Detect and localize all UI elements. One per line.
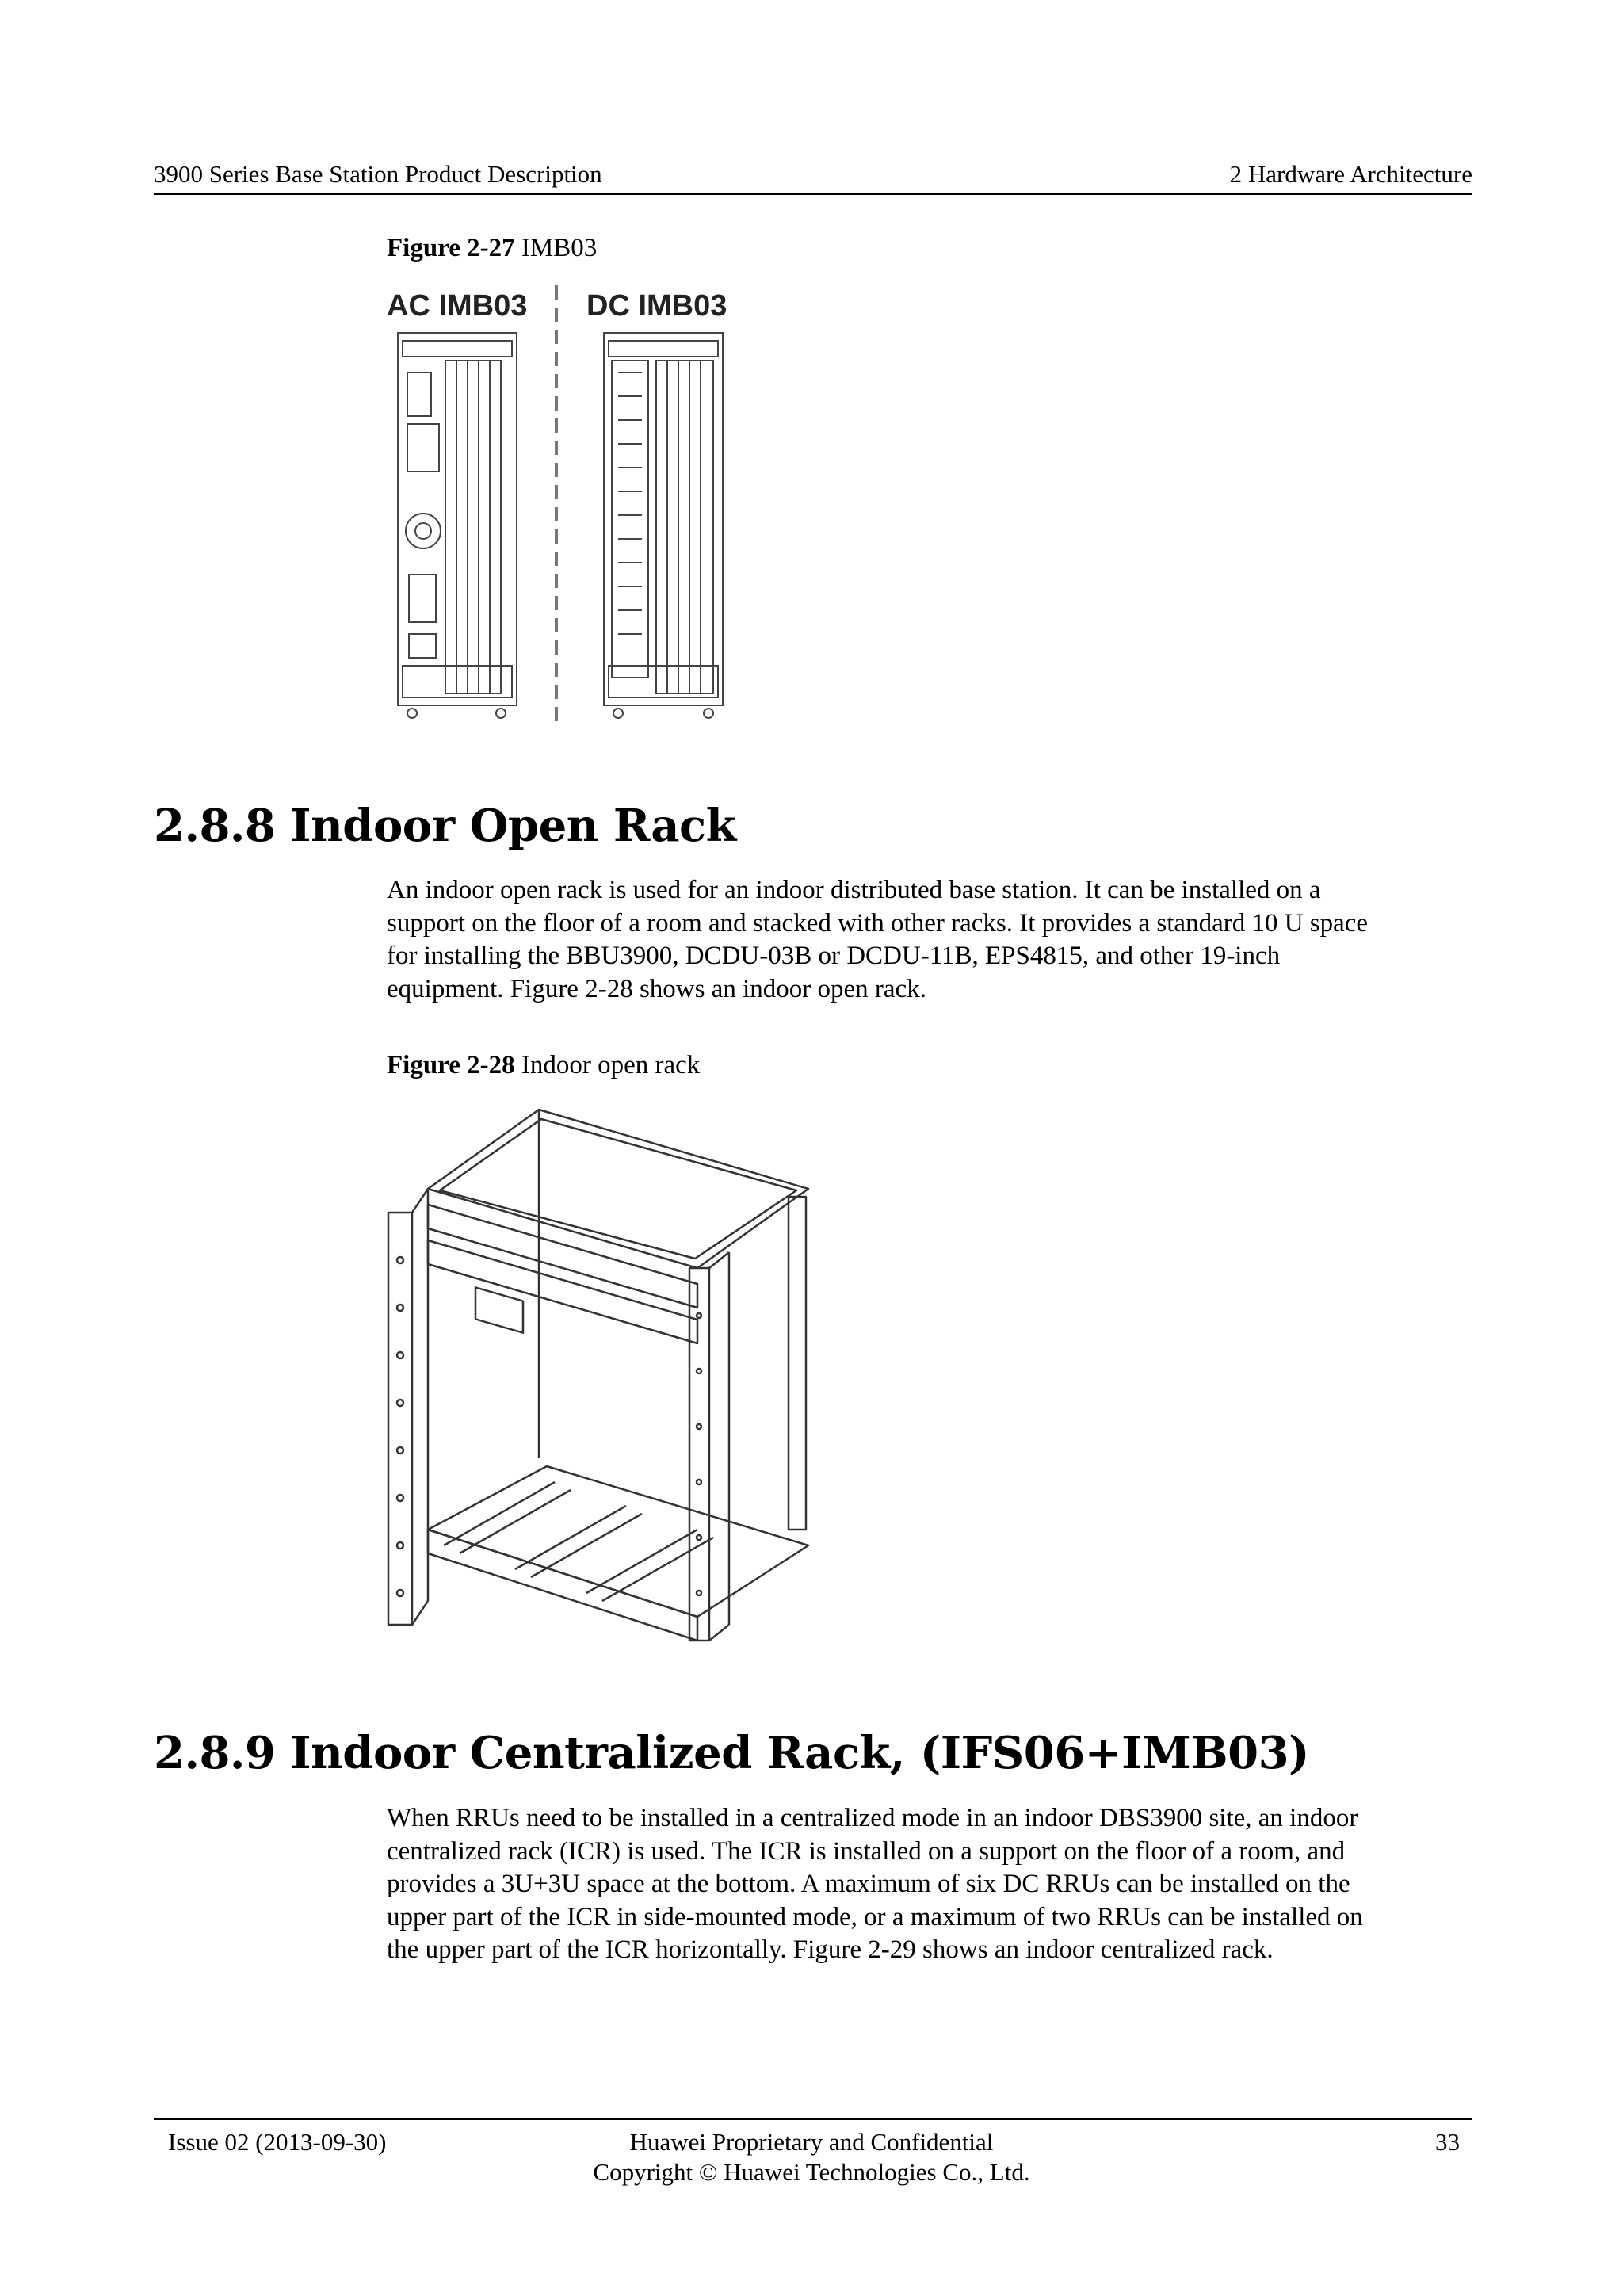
dc-cabinet-drawing bbox=[604, 333, 723, 718]
footer-issue: Issue 02 (2013-09-30) bbox=[168, 2128, 387, 2156]
section-2-8-8-paragraph bbox=[387, 874, 1480, 1006]
ac-imb03-label: AC IMB03 bbox=[387, 289, 528, 323]
section-heading-2-8-9: 2.8.9 Indoor Centralized Rack, (IFS06+IMB03) bbox=[154, 1727, 1310, 1779]
paragraph-line: upper part of the ICR in side-mounted mode, or a maximum of two RRUs can be installed on bbox=[387, 1902, 1363, 1931]
figure-2-27-imb03-image bbox=[380, 285, 745, 729]
paragraph-line: for installing the BBU3900, DCDU-03B or DCDU-11B, EPS4815, and other 19-inch bbox=[387, 942, 1281, 970]
figure-title: IMB03 bbox=[521, 234, 598, 262]
footer-rule bbox=[154, 2118, 1472, 2120]
running-header-title: 3900 Series Base Station Product Description bbox=[154, 160, 602, 188]
paragraph-line: centralized rack (ICR) is used. The ICR is installed on a support on the floor of a room, and bbox=[387, 1836, 1346, 1866]
figure-2-28-open-rack-image bbox=[380, 1102, 824, 1656]
paragraph-line: An indoor open rack is used for an indoor distributed base station. It can be installed on a bbox=[387, 876, 1321, 904]
figure-label: Figure 2-27 bbox=[387, 234, 515, 262]
paragraph-line: support on the floor of a room and stacked with other racks. It provides a standard 10 U space bbox=[387, 908, 1369, 938]
ac-cabinet-drawing bbox=[398, 333, 517, 718]
paragraph-line: provides a 3U+3U space at the bottom. A maximum of six DC RRUs can be installed on the bbox=[387, 1870, 1350, 1898]
figure-label: Figure 2-28 bbox=[387, 1051, 515, 1079]
running-header-chapter: 2 Hardware Architecture bbox=[1229, 160, 1472, 188]
paragraph-line: equipment. Figure 2-28 shows an indoor open rack. bbox=[387, 974, 926, 1003]
figure-title: Indoor open rack bbox=[521, 1051, 701, 1079]
header-rule bbox=[154, 193, 1472, 195]
paragraph-line: the upper part of the ICR horizontally. Figure 2-29 shows an indoor centralized rack. bbox=[387, 1935, 1274, 1964]
figure-2-27-caption bbox=[387, 233, 597, 265]
footer-proprietary: Huawei Proprietary and Confidential bbox=[629, 2128, 994, 2156]
page-number: 33 bbox=[1435, 2128, 1460, 2156]
footer-copyright: Copyright © Huawei Technologies Co., Ltd. bbox=[593, 2158, 1030, 2186]
section-heading-2-8-8: 2.8.8 Indoor Open Rack bbox=[154, 800, 736, 852]
paragraph-line: When RRUs need to be installed in a centralized mode in an indoor DBS3900 site, an indoor bbox=[387, 1804, 1358, 1832]
section-2-8-9-paragraph bbox=[387, 1802, 1480, 1967]
dc-imb03-label: DC IMB03 bbox=[586, 289, 727, 323]
figure-2-28-caption bbox=[387, 1050, 700, 1082]
